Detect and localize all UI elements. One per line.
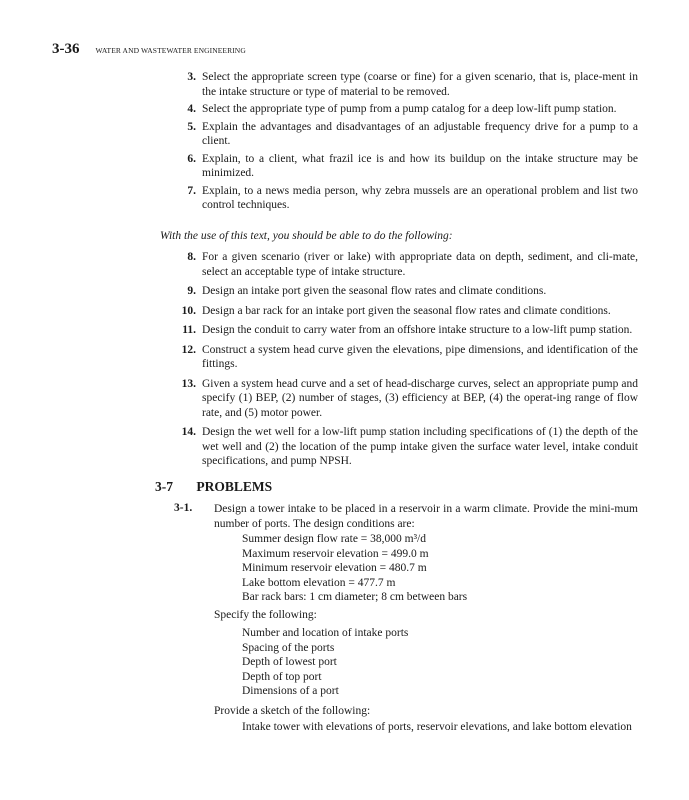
page-header [52,40,246,58]
design-condition: Lake bottom elevation = 477.7 m [242,576,396,589]
page-number: 3-36 [52,41,80,57]
list-item: 9. Design an intake port given the seasonal flow rates and climate conditions. [187,285,547,297]
section-title: PROBLEMS [196,479,273,494]
list-item: 7. Explain, to a news media person, why zebra mussels are an operational problem and list two control techniques. [187,184,638,211]
list-item: 5. Explain the advantages and disadvantages of an adjustable frequency drive for a pump to a client. [187,120,638,147]
sketch-list [242,720,638,735]
design-conditions-list [242,532,467,605]
design-condition: Minimum reservoir elevation = 480.7 m [242,562,427,574]
objectives-list-continued [176,70,638,213]
list-item: 10. Design a bar rack for an intake port given the seasonal flow rates and climate conditions. [181,304,611,317]
list-item: 13. Given a system head curve and a set of head-discharge curves, select an appropriate pump and specify (1) BEP, (2) number of stages, (3) efficiency at BEP, (4) the operat-ing range of flow rate, and (5) motor power. [181,377,638,419]
specify-item: Dimensions of a port [242,685,339,697]
specify-label: Specify the following: [214,609,317,621]
specify-list [242,626,408,699]
list-item: 3. Select the appropriate screen type (coarse or fine) for a given scenario, that is, place-ment in the intake structure or type of material to be removed. [187,71,638,98]
design-condition: Maximum reservoir elevation = 499.0 m [242,547,429,560]
list-item: 11. Design the conduit to carry water from an offshore intake structure to a low-lift pump station. [182,324,633,336]
section-heading [155,479,272,495]
specify-item: Number and location of intake ports [242,627,409,639]
list-item: 6. Explain, to a client, what frazil ice is and how its buildup on the intake structure may be minimized. [187,152,638,179]
sketch-label: Provide a sketch of the following: [214,705,371,717]
problem-statement: Design a tower intake to be placed in a reservoir in a warm climate. Provide the mini-mum number of ports. The design conditions are: [214,503,638,530]
running-head: WATER AND WASTEWATER ENGINEERING [95,46,246,55]
design-condition: Summer design flow rate = 38,000 m³/d [242,533,427,545]
specify-item: Depth of top port [242,670,322,683]
list-item: 12. Construct a system head curve given the elevations, pipe dimensions, and identification of the fittings. [181,343,638,370]
problem-number: 3-1. [174,502,193,514]
sketch-item: Intake tower with elevations of ports, reservoir elevations, and lake bottom elevation [242,721,632,733]
specify-item: Spacing of the ports [242,641,335,654]
list-item: 8. For a given scenario (river or lake) with appropriate data on depth, sediment, and cli-mate, select an acceptable type of intake structure. [187,251,638,278]
objectives-list-design [176,250,638,469]
section-number: 3-7 [155,479,173,494]
list-item: 4. Select the appropriate type of pump from a pump catalog for a deep low-lift pump station. [187,103,617,115]
list-item: 14. Design the wet well for a low-lift pump station including specifications of (1) the depth of the wet well and (2) the location of the pump intake given the surface water level, intake conduit specifications, and pump NPSH. [181,426,638,467]
specify-item: Depth of lowest port [242,656,337,668]
design-condition: Bar rack bars: 1 cm diameter; 8 cm between bars [242,591,468,603]
objectives-intro: With the use of this text, you should be able to do the following: [160,230,453,242]
